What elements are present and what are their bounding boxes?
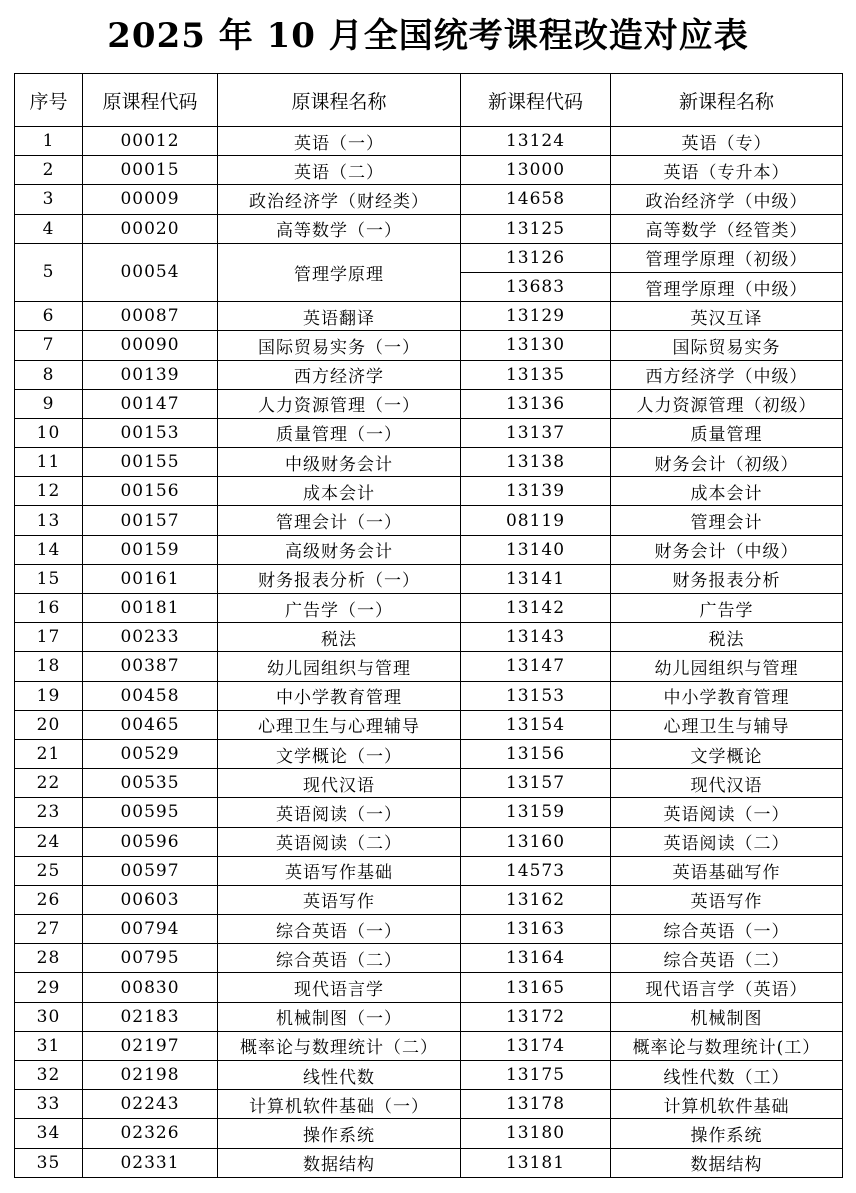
cell-no: 18 [15,652,83,681]
cell-no: 33 [15,1090,83,1119]
table-row [15,127,843,156]
cell-new-code: 13175 [461,1061,611,1090]
cell-old-name: 西方经济学 [218,360,461,389]
table-row [15,856,843,885]
cell-no: 20 [15,710,83,739]
cell-new-name: 人力资源管理（初级） [611,389,843,418]
cell-old-code: 00020 [83,214,218,243]
cell-old-name: 概率论与数理统计（二） [218,1031,461,1060]
cell-new-name: 幼儿园组织与管理 [611,652,843,681]
cell-old-name: 机械制图（一） [218,1002,461,1031]
cell-old-name: 高等数学（一） [218,214,461,243]
cell-old-code: 00054 [83,243,218,301]
cell-old-name: 人力资源管理（一） [218,389,461,418]
cell-old-code: 00529 [83,739,218,768]
table-row [15,915,843,944]
cell-old-code: 00156 [83,477,218,506]
cell-old-name: 操作系统 [218,1119,461,1148]
cell-old-name: 英语翻译 [218,302,461,331]
cell-new-name: 财务会计（初级） [611,448,843,477]
header-no: 序号 [15,74,83,127]
cell-old-code: 02331 [83,1148,218,1177]
cell-old-name: 中小学教育管理 [218,681,461,710]
cell-no: 32 [15,1061,83,1090]
cell-old-name: 现代汉语 [218,769,461,798]
cell-new-code: 13124 [461,127,611,156]
cell-new-name: 国际贸易实务 [611,331,843,360]
cell-new-name: 英语（专升本） [611,156,843,185]
cell-old-name: 管理会计（一） [218,506,461,535]
table-row [15,798,843,827]
table-row [15,1061,843,1090]
page-title: 2025 年 10 月全国统考课程改造对应表 [107,15,749,56]
cell-new-name: 英语阅读（二） [611,827,843,856]
cell-old-code: 00087 [83,302,218,331]
cell-new-code: 08119 [461,506,611,535]
cell-old-name: 高级财务会计 [218,535,461,564]
cell-new-name: 英语（专） [611,127,843,156]
header-old-code: 原课程代码 [83,74,218,127]
cell-new-code: 13135 [461,360,611,389]
cell-old-name: 现代语言学 [218,973,461,1002]
cell-no: 19 [15,681,83,710]
cell-no: 17 [15,623,83,652]
cell-old-code: 00155 [83,448,218,477]
cell-old-name: 英语写作 [218,885,461,914]
cell-new-code: 13130 [461,331,611,360]
table-row [15,1031,843,1060]
cell-new-name: 现代语言学（英语） [611,973,843,1002]
cell-new-name: 线性代数（工） [611,1061,843,1090]
cell-old-name: 英语阅读（一） [218,798,461,827]
cell-old-name: 质量管理（一） [218,418,461,447]
table-row [15,623,843,652]
cell-old-name: 管理学原理 [218,243,461,301]
cell-old-code: 00161 [83,564,218,593]
cell-old-name: 线性代数 [218,1061,461,1090]
table-row [15,1090,843,1119]
cell-new-name: 概率论与数理统计(工） [611,1031,843,1060]
cell-no: 13 [15,506,83,535]
cell-old-name: 综合英语（二） [218,944,461,973]
table-row [15,360,843,389]
cell-old-code: 00157 [83,506,218,535]
cell-old-code: 00015 [83,156,218,185]
cell-new-name: 税法 [611,623,843,652]
cell-new-code: 13172 [461,1002,611,1031]
table-row [15,477,843,506]
cell-new-code: 13160 [461,827,611,856]
cell-new-code: 13125 [461,214,611,243]
cell-old-name: 计算机软件基础（一） [218,1090,461,1119]
table-row [15,885,843,914]
cell-new-name: 文学概论 [611,739,843,768]
cell-no: 31 [15,1031,83,1060]
table-row [15,564,843,593]
cell-new-name: 操作系统 [611,1119,843,1148]
cell-new-code: 14658 [461,185,611,214]
cell-new-code: 13164 [461,944,611,973]
table-row [15,652,843,681]
cell-new-name: 西方经济学（中级） [611,360,843,389]
header-new-code: 新课程代码 [461,74,611,127]
cell-old-name: 广告学（一） [218,594,461,623]
cell-no: 2 [15,156,83,185]
cell-old-code: 00595 [83,798,218,827]
table-row [15,739,843,768]
cell-old-code: 00596 [83,827,218,856]
cell-no: 8 [15,360,83,389]
cell-no: 16 [15,594,83,623]
cell-new-code: 13137 [461,418,611,447]
cell-old-code: 00535 [83,769,218,798]
cell-new-code: 13142 [461,594,611,623]
table-row [15,827,843,856]
cell-new-code: 13178 [461,1090,611,1119]
cell-new-code: 13147 [461,652,611,681]
cell-new-name: 机械制图 [611,1002,843,1031]
cell-new-code: 13683 [461,272,611,301]
cell-new-code: 13139 [461,477,611,506]
cell-old-code: 00387 [83,652,218,681]
course-mapping-table [14,73,843,1178]
cell-old-name: 英语写作基础 [218,856,461,885]
cell-new-code: 13136 [461,389,611,418]
cell-no: 10 [15,418,83,447]
table-row [15,1148,843,1177]
cell-old-name: 英语（一） [218,127,461,156]
cell-old-code: 00465 [83,710,218,739]
cell-old-name: 英语阅读（二） [218,827,461,856]
cell-old-code: 02197 [83,1031,218,1060]
cell-new-code: 13141 [461,564,611,593]
cell-new-code: 13129 [461,302,611,331]
cell-old-code: 00153 [83,418,218,447]
cell-no: 3 [15,185,83,214]
cell-new-name: 管理学原理（中级） [611,272,843,301]
cell-new-code: 13138 [461,448,611,477]
cell-new-code: 13154 [461,710,611,739]
cell-no: 25 [15,856,83,885]
cell-old-name: 国际贸易实务（一） [218,331,461,360]
cell-new-name: 英汉互译 [611,302,843,331]
cell-old-name: 中级财务会计 [218,448,461,477]
cell-no: 29 [15,973,83,1002]
table-row [15,156,843,185]
table-body [15,127,843,1178]
cell-old-code: 02198 [83,1061,218,1090]
cell-old-name: 数据结构 [218,1148,461,1177]
cell-no: 12 [15,477,83,506]
table-row [15,302,843,331]
cell-new-name: 管理学原理（初级） [611,243,843,272]
cell-no: 21 [15,739,83,768]
table-row [15,506,843,535]
cell-new-code: 13163 [461,915,611,944]
cell-old-name: 成本会计 [218,477,461,506]
cell-new-name: 现代汉语 [611,769,843,798]
cell-new-name: 英语阅读（一） [611,798,843,827]
cell-no: 15 [15,564,83,593]
cell-new-code: 13143 [461,623,611,652]
table-row [15,214,843,243]
table-row [15,448,843,477]
cell-old-name: 英语（二） [218,156,461,185]
cell-no: 22 [15,769,83,798]
cell-old-code: 00181 [83,594,218,623]
table-row [15,681,843,710]
cell-no: 4 [15,214,83,243]
table-row [15,418,843,447]
cell-new-code: 13165 [461,973,611,1002]
cell-old-code: 02183 [83,1002,218,1031]
cell-new-code: 13174 [461,1031,611,1060]
table-row [15,389,843,418]
cell-no: 14 [15,535,83,564]
cell-no: 23 [15,798,83,827]
cell-no: 6 [15,302,83,331]
cell-new-code: 13140 [461,535,611,564]
cell-old-code: 00458 [83,681,218,710]
cell-new-code: 13180 [461,1119,611,1148]
cell-old-code: 00159 [83,535,218,564]
cell-old-code: 00012 [83,127,218,156]
cell-no: 35 [15,1148,83,1177]
cell-old-name: 心理卫生与心理辅导 [218,710,461,739]
cell-no: 34 [15,1119,83,1148]
table-row [15,1119,843,1148]
cell-new-name: 成本会计 [611,477,843,506]
header-old-name: 原课程名称 [218,74,461,127]
cell-new-name: 广告学 [611,594,843,623]
cell-new-name: 数据结构 [611,1148,843,1177]
cell-no: 30 [15,1002,83,1031]
cell-no: 11 [15,448,83,477]
cell-old-code: 00603 [83,885,218,914]
cell-old-name: 税法 [218,623,461,652]
table-row [15,594,843,623]
cell-old-name: 幼儿园组织与管理 [218,652,461,681]
cell-new-name: 政治经济学（中级） [611,185,843,214]
header-new-name: 新课程名称 [611,74,843,127]
table-header-row [15,74,843,127]
cell-no: 28 [15,944,83,973]
cell-old-name: 文学概论（一） [218,739,461,768]
cell-old-code: 00233 [83,623,218,652]
cell-old-code: 02326 [83,1119,218,1148]
cell-new-name: 英语基础写作 [611,856,843,885]
cell-new-name: 计算机软件基础 [611,1090,843,1119]
cell-new-code: 13162 [461,885,611,914]
cell-no: 9 [15,389,83,418]
cell-new-code: 13153 [461,681,611,710]
table-row [15,944,843,973]
cell-old-name: 综合英语（一） [218,915,461,944]
cell-new-name: 财务会计（中级） [611,535,843,564]
cell-new-name: 中小学教育管理 [611,681,843,710]
table-row [15,331,843,360]
cell-new-code: 13157 [461,769,611,798]
table-row [15,973,843,1002]
cell-old-name: 政治经济学（财经类） [218,185,461,214]
cell-new-name: 高等数学（经管类） [611,214,843,243]
table-row [15,710,843,739]
cell-new-code: 13156 [461,739,611,768]
cell-old-code: 00147 [83,389,218,418]
cell-old-code: 02243 [83,1090,218,1119]
cell-new-name: 管理会计 [611,506,843,535]
cell-new-name: 综合英语（一） [611,915,843,944]
cell-no: 7 [15,331,83,360]
cell-new-code: 14573 [461,856,611,885]
cell-old-code: 00139 [83,360,218,389]
cell-new-name: 英语写作 [611,885,843,914]
cell-old-code: 00830 [83,973,218,1002]
cell-new-code: 13000 [461,156,611,185]
cell-old-code: 00597 [83,856,218,885]
table-row [15,243,843,272]
cell-new-code: 13159 [461,798,611,827]
cell-new-code: 13181 [461,1148,611,1177]
cell-no: 26 [15,885,83,914]
cell-old-code: 00794 [83,915,218,944]
table-row [15,185,843,214]
cell-new-code: 13126 [461,243,611,272]
cell-new-name: 心理卫生与辅导 [611,710,843,739]
cell-no: 24 [15,827,83,856]
cell-new-name: 质量管理 [611,418,843,447]
cell-old-name: 财务报表分析（一） [218,564,461,593]
cell-old-code: 00090 [83,331,218,360]
cell-new-name: 财务报表分析 [611,564,843,593]
cell-new-name: 综合英语（二） [611,944,843,973]
cell-no: 27 [15,915,83,944]
table-row [15,769,843,798]
cell-no: 5 [15,243,83,301]
cell-no: 1 [15,127,83,156]
table-row [15,1002,843,1031]
cell-old-code: 00009 [83,185,218,214]
table-row [15,535,843,564]
cell-old-code: 00795 [83,944,218,973]
